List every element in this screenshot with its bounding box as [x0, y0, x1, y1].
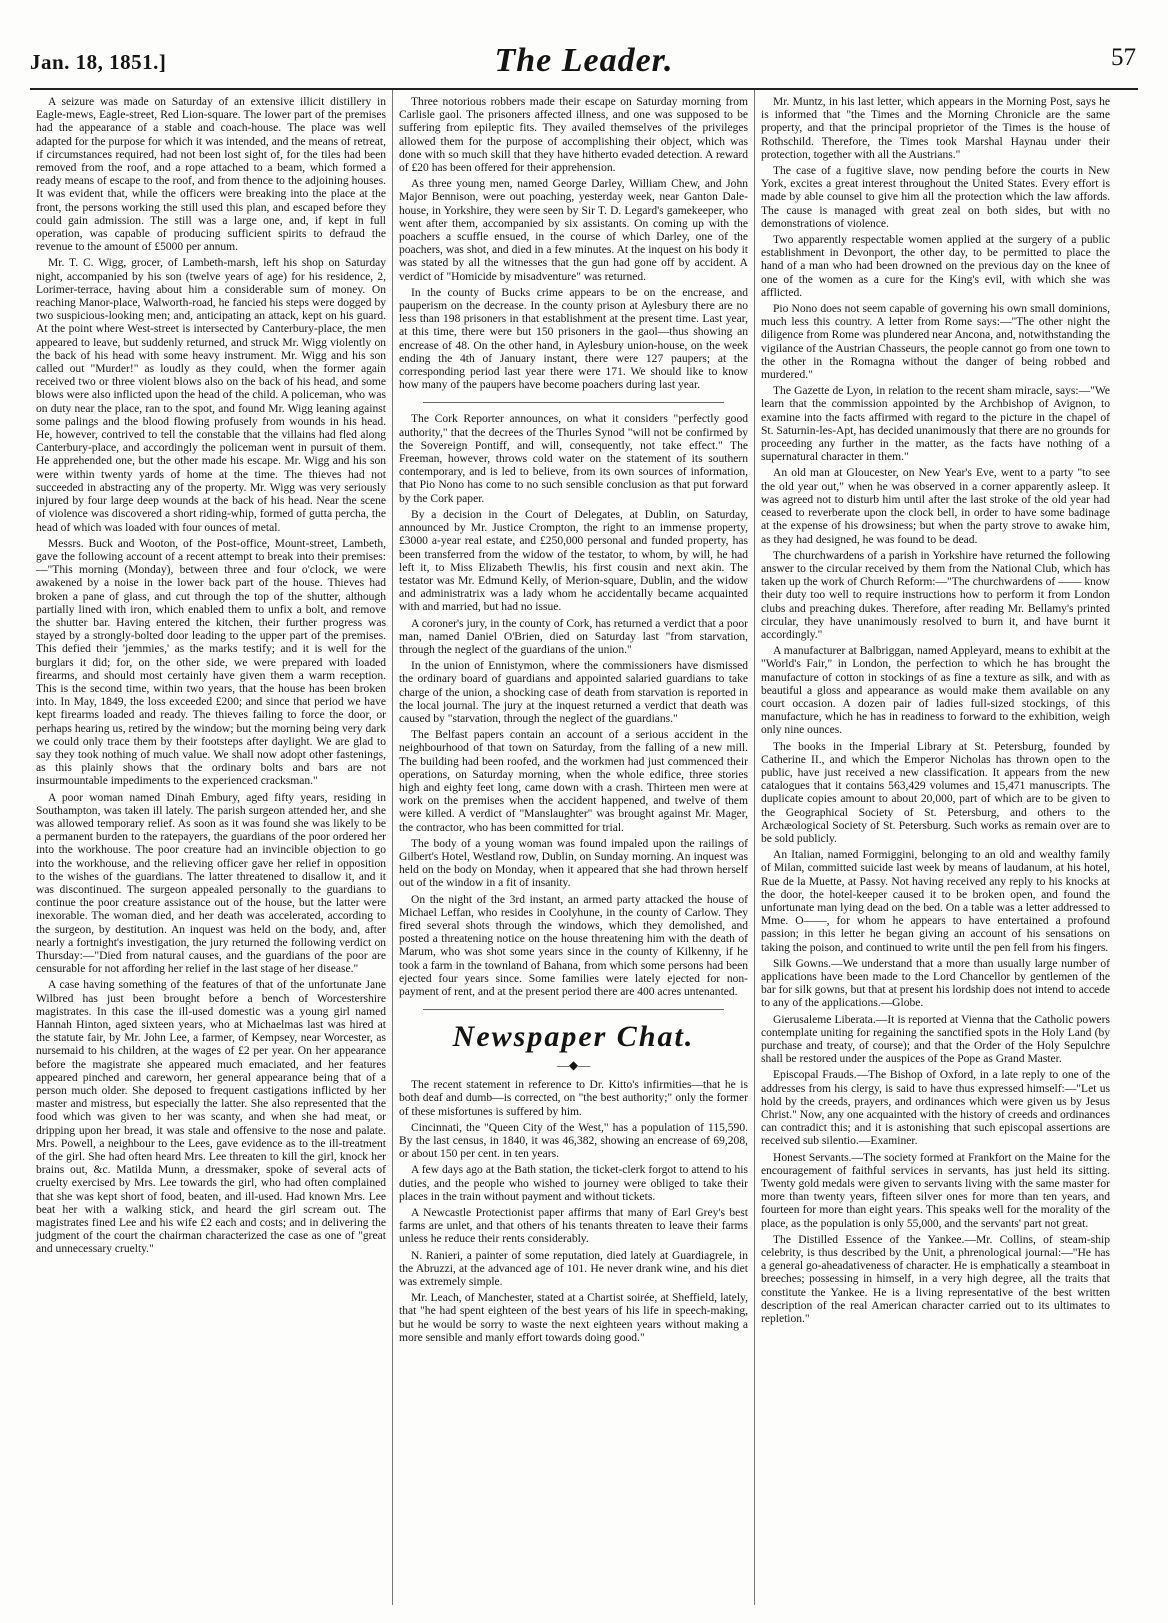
column-middle: [392, 90, 754, 1605]
article-paragraph: N. Ranieri, a painter of some reputation, died lately at Guardiagrele, in the Abruzzi, at the advanced age of 101. He never drank wine, and his diet was extremely simple.: [399, 1249, 748, 1289]
article-paragraph: A coroner's jury, in the county of Cork, has returned a verdict that a poor man, named Daniel O'Brien, died on Saturday last "from starvation, through the neglect of the guardians of the union.": [399, 617, 748, 656]
article-paragraph: The books in the Imperial Library at St. Petersburg, founded by Catherine II., and which the Emperor Nicholas has thrown open to the public, have just received a new classification. It appears from the new catalogues that it contains 563,429 volumes and 15,471 manuscripts. The duplicate copies amount to about 20,000, part of which are to be given to the Geographical Society of St. Petersburg, and others to the Archæological Society of St. Petersburg. Such works as remain over are to be sold publicly.: [761, 740, 1110, 845]
article-paragraph: Three notorious robbers made their escape on Saturday morning from Carlisle gaol. The prisoners affected illness, and one was supposed to be suffering from epileptic fits. They availed themselves of the privileges allowed them for the purpose of accomplishing their object, which was done with so much skill that they have hitherto evaded detection. A reward of £20 has been offered for their apprehension.: [399, 96, 748, 175]
article-paragraph: Honest Servants.—The society formed at Frankfort on the Maine for the encouragement of faithful services in servants, has just held its sitting. Twenty gold medals were given to servants living with the same master for more than twenty years, fifteen silver ones for more than ten years, and fourteen for more than eight years. This speaks well for the morality of the place, as the population is only 55,000, and the servants' part not great.: [761, 1151, 1110, 1230]
article-paragraph: The Distilled Essence of the Yankee.—Mr. Collins, of steam-ship celebrity, is thus described by the Unit, a phrenological journal:—"He has a general go-aheadativeness of character. He is emphatically a steamboat in breeches; possessing in himself, in a very high degree, all the traits that constitute the Yankee. He is a living representative of the best written description of the real American character carried out to its ultimates to repletion.": [761, 1233, 1110, 1326]
article-paragraph: The Gazette de Lyon, in relation to the recent sham miracle, says:—"We learn that the commission appointed by the Archbishop of Avignon, to examine into the facts affirmed with regard to the picture in the chapel of St. Saturnin-les-Apt, has decided unanimously that there are no grounds for proceeding any further in the matter, as the facts have nothing of a supernatural character in them.": [761, 385, 1110, 464]
article-paragraph: Pio Nono does not seem capable of governing his own small dominions, much less this country. A letter from Rome says:—"The other night the diligence from Rome was plundered near Ancona, and, notwithstanding the vigilance of the Austrian Chasseurs, the people cannot go from one town to the other in the Romagna without the danger of being robbed and murdered.": [761, 303, 1110, 382]
article-paragraph: Silk Gowns.—We understand that a more than usually large number of applications have been made to the Lord Chancellor by gentlemen of the bar for silk gowns, but that at present his lordship does not intend to accede to any of the applications.—Globe.: [761, 957, 1110, 1010]
column-left: [30, 90, 392, 1605]
article-paragraph: An old man at Gloucester, on New Year's Eve, went to a party "to see the old year out," when he was observed in a corner apparently asleep. It was agreed not to disturb him until after the last stroke of the old year had ceased to reverberate upon the clock bell, in order to have some badinage at the expense of his drowsiness; but when the party strove to awake him, as they had designed, he was found to be dead.: [761, 467, 1110, 546]
article-paragraph: A manufacturer at Balbriggan, named Appleyard, means to exhibit at the "World's Fair," in London, the perfection to which he has brought the manufacture of cotton in stockings of as fine a texture as silk, and with as beautiful a gloss and appearance as would make them available on any court occasion. A dozen pair of ladies full-sized stockings, of this manufacture, which he has in readiness to forward to the exhibition, weigh only nine ounces.: [761, 645, 1110, 737]
middle-top-articles: [399, 96, 748, 392]
page-header: [30, 38, 1138, 90]
column-divider: [423, 1009, 723, 1010]
article-paragraph: The body of a young woman was found impaled upon the railings of Gilbert's Hotel, Westland row, Dublin, on Sunday morning. An inquest was held on the body on Monday, when it appeared that she had thrown herself out of the window in a fit of insanity.: [399, 837, 748, 890]
article-paragraph: A few days ago at the Bath station, the ticket-clerk forgot to attend to his duties, and the people who wished to journey were obliged to take their places in the train without payment and without tickets.: [399, 1164, 748, 1203]
article-paragraph: Cincinnati, the "Queen City of the West," has a population of 115,590. By the last census, in 1840, it was 46,382, showing an encrease of 69,208, or about 150 per cent. in ten years.: [399, 1121, 748, 1161]
article-paragraph: By a decision in the Court of Delegates, at Dublin, on Saturday, announced by Mr. Justice Crompton, the right to an immense property, £3000 a-year real estate, and £250,000 personal and funded property, has been transferred from the widow of the testator, to whom, by will, he had left it, to Miss Elizabeth Thewlis, his first cousin and next akin. The testator was Mr. Edmund Kelly, of Merion-square, Dublin, and the widow and administratrix was a lady whom he accidentally became acquainted with and married, but had no issue.: [399, 508, 748, 614]
middle-irish-articles: [399, 413, 748, 999]
article-paragraph: Episcopal Frauds.—The Bishop of Oxford, in a late reply to one of the addresses from his clergy, is said to have thus expressed himself:—"Let us hold by the creeds, prayers, and ordinances which were given us by Jesus Christ." Now, any one acquainted with the history of creeds and ordinances can contradict this; and it is astonishing that such episcopal assertions are received sub silentio.—Examiner.: [761, 1069, 1110, 1148]
issue-date: Jan. 18, 1851.]: [30, 50, 167, 74]
article-paragraph: A case having something of the features of that of the unfortunate Jane Wilbred has just been brought before a bench of Worcestershire magistrates. In this case the ill-used domestic was a young girl named Hannah Hinton, aged sixteen years, who at Michaelmas last was hired at the statute fair, by Mr. John Lee, a farmer, of Kempsey, near Worcester, as nursemaid to his children, at the wages of £2 per year. On her appearance before the magistrate she appeared much emaciated, and her features appeared pinched and careworn, her general appearance being that of a person much older. She deposed to frequent castigations inflicted by her master and mistress, but especially the latter. She also represented that the food which was given to her was scanty, and when she had meat, or dripping upon her bread, it was stale and offensive to the nose and palate. Mrs. Powell, a neighbour to the Lees, gave evidence as to the ill-treatment of the girl. She had often heard Mrs. Lee threaten to kill the girl, knock her brains out, &c. Matilda Munn, a dressmaker, spoke of several acts of cruelty exercised by Mrs. Lee towards the girl, who had often complained that she was kept short of food, beaten, and ill-used. Had known Mrs. Lee beat her with a walking stick, and heard the girl scream out. The magistrates fined Lee and his wife £2 each and costs; and in delivering the judgment of the court the chairman characterized the case as one of "great and unnecessary cruelty.": [36, 979, 386, 1256]
article-paragraph: The Cork Reporter announces, on what it considers "perfectly good authority," that the decrees of the Thurles Synod "will not be confirmed by the Sovereign Pontiff, and will, consequently, not take effect." The Freeman, however, throws cold water on the statement of its southern contemporary, and is led to believe, from its own sources of information, that Pio Nono has come to no such sensible conclusion as that put forward by the Cork paper.: [399, 413, 748, 505]
article-paragraph: Messrs. Buck and Wooton, of the Post-office, Mount-street, Lambeth, gave the following account of a recent attempt to break into their premises:—"This morning (Monday), between three and four o'clock, we were awakened by a noise in the lower back part of the house. Thieves had broken a pane of glass, and cut through the top of the shutter, although partially lined with iron, which enabled them to unfix a bolt, and remove the shutter bar. Having entered the kitchen, their further progress was stayed by a strongly-bolted door leading to the upper part of the premises. This defied their 'jemmies,' as the marks testify; and it is well for the burglars it did; for, on the other side, we were prepared with loaded firearms, and should most certainly have given them a warm reception. This is the second time, within two years, that the house has been broken into. In May, 1849, the loss exceeded £200; and since that period we have kept firearms loaded and ready. The thieves failing to force the door, or perhaps hearing us, retired by the window; but the morning being very dark we could only trace them by their footsteps after daylight. We are glad to say they took nothing of much value. We shall now adopt other fastenings, as this plainly shows that the ordinary bolts and bars are not insurmountable impediments to the experienced cracksman.": [36, 537, 386, 788]
article-paragraph: Mr. T. C. Wigg, grocer, of Lambeth-marsh, left his shop on Saturday night, accompanied by his son (twelve years of age) for his residence, 2, Lorimer-terrace, having about him a considerable sum of money. On reaching Manor-place, Walworth-road, he fancied his steps were dogged by two suspicious-looking men; and, anticipating an attack, kept on his guard. At the point where West-street is intersected by Canterbury-place, the men appeared to leave, but suddenly returned, and struck Mr. Wigg violently on the back of his head with some heavy instrument. Mr. Wigg and his son called out "Murder!" as loudly as they could, when the former again received two or three violent blows also on the back of his head, and some blows were also inflicted upon the head of the child. A policeman, who was on duty near the place, ran to the spot, and found Mr. Wigg leaning against some palings and the blood flowing profusely from wounds in his head. He, however, contrived to tell the constable that the villains had fled along Canterbury-place, and accordingly the policeman went in pursuit of them. He apprehended one, but the other made his escape. Mr. Wigg and his son were within twenty yards of home at the time. The thieves had not succeeded in abstracting any of the property. Mr. Wigg was very seriously injured by four large deep wounds at the back of his head. Near the scene of violence was discovered a short riding-whip, formed of gutta percha, the head of which was loaded with four ounces of metal.: [36, 257, 386, 534]
column-divider: [423, 402, 723, 403]
article-paragraph: The recent statement in reference to Dr. Kitto's infirmities—that he is both deaf and dumb—is corrected, on "the best authority;" only the former of these misfortunes is suffered by him.: [399, 1079, 748, 1118]
article-paragraph: The case of a fugitive slave, now pending before the courts in New York, excites a great interest throughout the United States. Every effort is made by able counsel to give him all the protection which the law affords. The cause is managed with great zeal on both sides, but with no demonstrations of violence.: [761, 165, 1110, 230]
section-heading: Newspaper Chat.: [452, 1020, 695, 1054]
column-right: [754, 90, 1116, 1605]
article-paragraph: The churchwardens of a parish in Yorkshire have returned the following answer to the circular received by them from the National Club, which has taken up the work of Church Reform:—"The churchwardens of —— know their duty too well to require instructions how to perform it from London clubs and preaching dukes. Therefore, after reading Mr. Bellamy's printed circular, they have unanimously resolved to burn it, and have burnt it accordingly.": [761, 549, 1110, 641]
article-paragraph: A poor woman named Dinah Embury, aged fifty years, residing in Southampton, was taken ill lately. The parish surgeon attended her, and she was allowed temporary relief. As soon as it was found she was likely to be a permanent burden to the ratepayers, the guardians of the poor ordered her into the workhouse. The poor creature had an invincible objection to go into the workhouse, and the relieving officer gave her relief in opposition to the wishes of the guardians. The latter threatened to disallow it, and it was discontinued. The surgeon appealed personally to the guardians to continue the poor creature assistance out of the house, but the latter were inexorable. The woman died, and her death was accelerated, according to the surgeon, by destitution. An inquest was held on the body, and, after nearly a fortnight's investigation, the jury returned the following verdict on Thursday:—"Died from natural causes, and the guardians of the poor are censurable for not affording her relief in the last stage of her disease.": [36, 791, 386, 976]
article-paragraph: A seizure was made on Saturday of an extensive illicit distillery in Eagle-mews, Eagle-street, Red Lion-square. The lower part of the premises had the appearance of a stable and coach-house. The place was well adapted for the purpose for which it was intended, and the means of retreat, if circumstances required, had not been lost sight of, for the tiles had been removed from the roof, and a rope attached to a beam, which formed a ready means of escape to the roof, and from thence to the adjoining houses. It was evident that, while the officers were breaking into the place at the front, the persons working the still used this plan, and escaped before they could gain admission. The still was a large one, and, if kept in full operation, was capable of producing sufficient spirits to defraud the revenue to the amount of £5000 per annum.: [36, 96, 386, 254]
page-number: 57: [1111, 44, 1136, 71]
article-paragraph: A Newcastle Protectionist paper affirms that many of Earl Grey's best farms are unlet, and that others of his tenants threaten to leave their farms unless he reduce their rents considerably.: [399, 1207, 748, 1246]
article-paragraph: In the county of Bucks crime appears to be on the encrease, and pauperism on the decrease. In the county prison at Aylesbury there are no less than 198 prisoners in that establishment at the present time. Last year, at this time, there were but 150 prisoners in the gaol—thus showing an encrease of 48. On the other hand, in Aylesbury union-house, on the week ending the 4th of January instant, there were 127 paupers; at the corresponding period last year there were 171. We should like to know how many of the paupers have become poachers during last year.: [399, 286, 748, 392]
columns: [30, 90, 1138, 1605]
article-paragraph: An Italian, named Formiggini, belonging to an old and wealthy family of Milan, committed suicide last week by means of laudanum, at his hotel, Rue de la Muette, at Passy. Not having received any reply to his knocks at the door, the hotel-keeper caused it to be broken open, and found the unfortunate man lying dead on the bed. On a table was a letter addressed to Mme. O——, for whom he appears to have entertained a profound passion; in this letter he began giving an account of his sensations on taking the poison, and continued to write until the pen fell from his fingers.: [761, 849, 1110, 954]
newspaper-chat-articles: [399, 1079, 748, 1345]
article-paragraph: Mr. Muntz, in his last letter, which appears in the Morning Post, says he is informed that "the Times and the Morning Chronicle are the same property, and that the principal proprietor of the Times is the house of Rothschild. Therefore, the Times took Marshal Haynau under their protection, together with all the Austrians.": [761, 96, 1110, 161]
article-paragraph: Mr. Leach, of Manchester, stated at a Chartist soirée, at Sheffield, lately, that "he had spent eighteen of the best years of his life in speech-making, but he would be sorry to waste the next eighteen years without making a more sensible and manly effort towards doing good.": [399, 1292, 748, 1344]
article-paragraph: The Belfast papers contain an account of a serious accident in the neighbourhood of that town on Saturday, from the falling of a new mill. The building had been roofed, and the workmen had just commenced their operations, on Saturday morning, when the whole edifice, three stories high and eighty feet long, came down with a crash. Thirteen men were at work on the premises when the accident happened, and twelve of them were killed. A verdict of "Manslaughter" was brought against Mr. Mager, the contractor, who has been committed for trial.: [399, 729, 748, 834]
article-paragraph: As three young men, named George Darley, William Chew, and John Major Bennison, were out poaching, yesterday week, near Ganton Dale-house, in Yorkshire, they were seen by Sir T. D. Legard's gamekeeper, who went after them, accompanied by six assistants. On coming up with the poachers a scuffle ensued, in the course of which Darley, one of the poachers, was shot, and died in a few minutes. At the inquest on his body it was stated by all the witnesses that the gun had gone off by accident. A verdict of "Homicide by misadventure" was returned.: [399, 178, 748, 283]
ornament-divider: —◆—: [556, 1058, 591, 1073]
article-paragraph: In the union of Ennistymon, where the commissioners have dismissed the ordinary board of guardians and appointed salaried guardians to take charge of the union, a shocking case of death from starvation is reported in the local journal. The jury at the inquest returned a verdict that death was caused by "starvation, through the neglect of the guardians.": [399, 660, 748, 725]
article-paragraph: On the night of the 3rd instant, an armed party attacked the house of Michael Leffan, who resides in Coolyhune, in the county of Carlow. They fired several shots through the windows, which they demolished, and posted a threatening notice on the house threatening him with the death of Marum, who was shot some years since in the county of Kilkenny, if he took a farm in the townland of Bahana, from which some persons had been ejected four years since. Some families were lately ejected for non-payment of rent, and at the present period there are 400 acres untenanted.: [399, 893, 748, 998]
article-paragraph: Two apparently respectable women applied at the surgery of a public establishment in Devonport, the other day, to be permitted to place the hand of a man who had been drowned on the previous day on the knee of one of the women as a cure for the King's evil, with which she was afflicted.: [761, 234, 1110, 299]
masthead-title: The Leader.: [494, 42, 674, 79]
article-paragraph: Gierusaleme Liberata.—It is reported at Vienna that the Catholic powers contemplate uniting for regaining the sanctified spots in the Holy Land (by purchase and treaty, of course); and that the Order of the Holy Sepulchre shall be restored under the auspices of the Pope as Grand Master.: [761, 1013, 1110, 1066]
